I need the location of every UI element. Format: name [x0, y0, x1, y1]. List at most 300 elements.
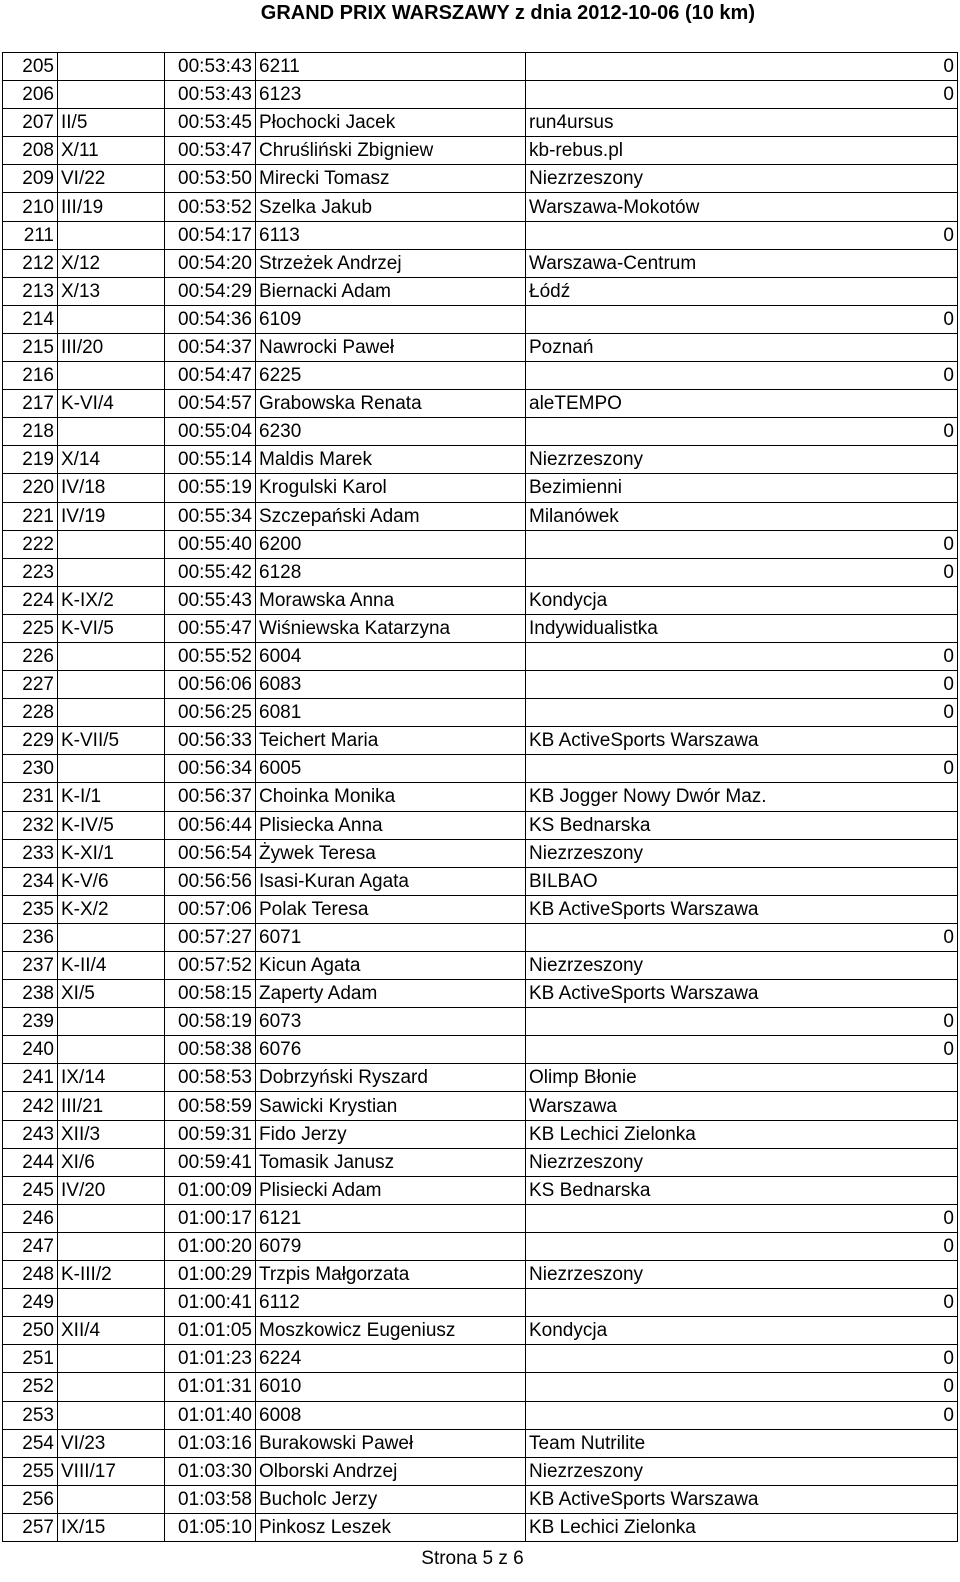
table-row — [3, 474, 958, 502]
table-row — [3, 1064, 958, 1092]
table-row — [3, 446, 958, 474]
time-cell: 00:53:52 — [165, 193, 256, 221]
position-cell: 244 — [3, 1148, 58, 1176]
club-cell: 0 — [526, 558, 958, 586]
position-cell: 243 — [3, 1120, 58, 1148]
table-row — [3, 1261, 958, 1289]
club-cell: Kondycja — [526, 586, 958, 614]
position-cell: 212 — [3, 249, 58, 277]
time-cell: 00:56:34 — [165, 755, 256, 783]
position-cell: 217 — [3, 390, 58, 418]
table-row — [3, 867, 958, 895]
position-cell: 216 — [3, 362, 58, 390]
time-cell: 00:56:56 — [165, 867, 256, 895]
category-cell — [58, 1232, 165, 1260]
club-cell: 0 — [526, 1204, 958, 1232]
position-cell: 225 — [3, 614, 58, 642]
name-cell: Szczepański Adam — [256, 502, 526, 530]
name-cell: Grabowska Renata — [256, 390, 526, 418]
table-row — [3, 923, 958, 951]
name-cell: 6113 — [256, 221, 526, 249]
time-cell: 00:55:04 — [165, 418, 256, 446]
table-row — [3, 811, 958, 839]
table-row — [3, 1008, 958, 1036]
club-cell: KS Bednarska — [526, 811, 958, 839]
time-cell: 01:01:31 — [165, 1373, 256, 1401]
position-cell: 240 — [3, 1036, 58, 1064]
category-cell: X/14 — [58, 446, 165, 474]
table-row — [3, 390, 958, 418]
position-cell: 242 — [3, 1092, 58, 1120]
table-row — [3, 755, 958, 783]
name-cell: Biernacki Adam — [256, 277, 526, 305]
club-cell: Łódź — [526, 277, 958, 305]
position-cell: 249 — [3, 1289, 58, 1317]
position-cell: 241 — [3, 1064, 58, 1092]
name-cell: 6230 — [256, 418, 526, 446]
page-title: GRAND PRIX WARSZAWY z dnia 2012-10-06 (10 km) — [260, 2, 755, 24]
category-cell — [58, 530, 165, 558]
club-cell: 0 — [526, 1289, 958, 1317]
club-cell: 0 — [526, 1036, 958, 1064]
time-cell: 00:54:57 — [165, 390, 256, 418]
position-cell: 236 — [3, 923, 58, 951]
club-cell: 0 — [526, 81, 958, 109]
club-cell: Niezrzeszony — [526, 1457, 958, 1485]
table-row — [3, 1232, 958, 1260]
time-cell: 00:54:20 — [165, 249, 256, 277]
name-cell: Olborski Andrzej — [256, 1457, 526, 1485]
table-row — [3, 586, 958, 614]
time-cell: 00:53:43 — [165, 53, 256, 81]
table-row — [3, 1289, 958, 1317]
name-cell: Pinkosz Leszek — [256, 1513, 526, 1541]
time-cell: 00:56:37 — [165, 783, 256, 811]
table-row — [3, 502, 958, 530]
time-cell: 00:57:27 — [165, 923, 256, 951]
category-cell — [58, 755, 165, 783]
position-cell: 254 — [3, 1429, 58, 1457]
table-row — [3, 699, 958, 727]
table-row — [3, 249, 958, 277]
time-cell: 01:00:09 — [165, 1176, 256, 1204]
club-cell: Niezrzeszony — [526, 839, 958, 867]
name-cell: 6200 — [256, 530, 526, 558]
table-row — [3, 165, 958, 193]
position-cell: 248 — [3, 1261, 58, 1289]
time-cell: 00:55:52 — [165, 642, 256, 670]
position-cell: 221 — [3, 502, 58, 530]
name-cell: Dobrzyński Ryszard — [256, 1064, 526, 1092]
time-cell: 00:55:43 — [165, 586, 256, 614]
table-row — [3, 839, 958, 867]
time-cell: 00:58:59 — [165, 1092, 256, 1120]
time-cell: 00:55:19 — [165, 474, 256, 502]
time-cell: 00:57:52 — [165, 952, 256, 980]
table-row — [3, 81, 958, 109]
table-row — [3, 727, 958, 755]
time-cell: 00:58:38 — [165, 1036, 256, 1064]
position-cell: 215 — [3, 333, 58, 361]
results-body — [3, 53, 958, 1542]
name-cell: 6005 — [256, 755, 526, 783]
time-cell: 00:57:06 — [165, 895, 256, 923]
table-row — [3, 277, 958, 305]
table-row — [3, 193, 958, 221]
page-number: Strona 5 z 6 — [421, 1548, 524, 1569]
position-cell: 247 — [3, 1232, 58, 1260]
time-cell: 00:56:06 — [165, 671, 256, 699]
table-row — [3, 1092, 958, 1120]
category-cell: IV/18 — [58, 474, 165, 502]
time-cell: 00:59:41 — [165, 1148, 256, 1176]
position-cell: 234 — [3, 867, 58, 895]
club-cell: KB Lechici Zielonka — [526, 1120, 958, 1148]
time-cell: 00:56:44 — [165, 811, 256, 839]
position-cell: 222 — [3, 530, 58, 558]
position-cell: 207 — [3, 109, 58, 137]
club-cell: Bezimienni — [526, 474, 958, 502]
club-cell: KB ActiveSports Warszawa — [526, 727, 958, 755]
club-cell: Warszawa-Centrum — [526, 249, 958, 277]
position-cell: 228 — [3, 699, 58, 727]
name-cell: Polak Teresa — [256, 895, 526, 923]
category-cell — [58, 221, 165, 249]
name-cell: 6225 — [256, 362, 526, 390]
name-cell: Maldis Marek — [256, 446, 526, 474]
table-row — [3, 952, 958, 980]
club-cell: Niezrzeszony — [526, 952, 958, 980]
category-cell — [58, 923, 165, 951]
name-cell: Teichert Maria — [256, 727, 526, 755]
club-cell: kb-rebus.pl — [526, 137, 958, 165]
category-cell: X/11 — [58, 137, 165, 165]
category-cell: X/12 — [58, 249, 165, 277]
club-cell: Poznań — [526, 333, 958, 361]
name-cell: Bucholc Jerzy — [256, 1485, 526, 1513]
club-cell: aleTEMPO — [526, 390, 958, 418]
name-cell: Moszkowicz Eugeniusz — [256, 1317, 526, 1345]
time-cell: 01:01:05 — [165, 1317, 256, 1345]
club-cell: 0 — [526, 418, 958, 446]
position-cell: 235 — [3, 895, 58, 923]
position-cell: 230 — [3, 755, 58, 783]
time-cell: 00:54:36 — [165, 305, 256, 333]
time-cell: 00:56:54 — [165, 839, 256, 867]
time-cell: 01:03:30 — [165, 1457, 256, 1485]
time-cell: 01:00:20 — [165, 1232, 256, 1260]
table-row — [3, 109, 958, 137]
name-cell: Sawicki Krystian — [256, 1092, 526, 1120]
table-row — [3, 53, 958, 81]
club-cell: KB ActiveSports Warszawa — [526, 895, 958, 923]
position-cell: 213 — [3, 277, 58, 305]
category-cell — [58, 1008, 165, 1036]
category-cell — [58, 1036, 165, 1064]
time-cell: 00:58:53 — [165, 1064, 256, 1092]
club-cell: 0 — [526, 305, 958, 333]
name-cell: 6121 — [256, 1204, 526, 1232]
position-cell: 219 — [3, 446, 58, 474]
position-cell: 214 — [3, 305, 58, 333]
name-cell: Nawrocki Paweł — [256, 333, 526, 361]
name-cell: Burakowski Paweł — [256, 1429, 526, 1457]
position-cell: 253 — [3, 1401, 58, 1429]
table-row — [3, 1485, 958, 1513]
name-cell: 6076 — [256, 1036, 526, 1064]
position-cell: 231 — [3, 783, 58, 811]
name-cell: Mirecki Tomasz — [256, 165, 526, 193]
club-cell: KB Lechici Zielonka — [526, 1513, 958, 1541]
club-cell: Kondycja — [526, 1317, 958, 1345]
name-cell: 6224 — [256, 1345, 526, 1373]
name-cell: 6071 — [256, 923, 526, 951]
category-cell: K-IV/5 — [58, 811, 165, 839]
table-row — [3, 530, 958, 558]
position-cell: 246 — [3, 1204, 58, 1232]
table-row — [3, 642, 958, 670]
name-cell: Krogulski Karol — [256, 474, 526, 502]
name-cell: Choinka Monika — [256, 783, 526, 811]
position-cell: 229 — [3, 727, 58, 755]
name-cell: 6123 — [256, 81, 526, 109]
club-cell: 0 — [526, 671, 958, 699]
category-cell: IX/14 — [58, 1064, 165, 1092]
club-cell: Niezrzeszony — [526, 446, 958, 474]
club-cell: 0 — [526, 1373, 958, 1401]
position-cell: 238 — [3, 980, 58, 1008]
time-cell: 00:53:50 — [165, 165, 256, 193]
table-row — [3, 1036, 958, 1064]
category-cell — [58, 1345, 165, 1373]
time-cell: 01:05:10 — [165, 1513, 256, 1541]
name-cell: 6112 — [256, 1289, 526, 1317]
category-cell — [58, 418, 165, 446]
position-cell: 227 — [3, 671, 58, 699]
position-cell: 206 — [3, 81, 58, 109]
position-cell: 218 — [3, 418, 58, 446]
table-row — [3, 1457, 958, 1485]
table-row — [3, 362, 958, 390]
table-row — [3, 333, 958, 361]
table-row — [3, 1148, 958, 1176]
position-cell: 237 — [3, 952, 58, 980]
category-cell — [58, 671, 165, 699]
category-cell — [58, 699, 165, 727]
category-cell — [58, 1485, 165, 1513]
results-table — [2, 52, 958, 1542]
club-cell: 0 — [526, 1232, 958, 1260]
category-cell: K-VII/5 — [58, 727, 165, 755]
name-cell: 6083 — [256, 671, 526, 699]
position-cell: 232 — [3, 811, 58, 839]
name-cell: 6079 — [256, 1232, 526, 1260]
name-cell: Trzpis Małgorzata — [256, 1261, 526, 1289]
category-cell — [58, 1204, 165, 1232]
time-cell: 01:00:17 — [165, 1204, 256, 1232]
club-cell: Warszawa — [526, 1092, 958, 1120]
club-cell: 0 — [526, 642, 958, 670]
category-cell — [58, 1401, 165, 1429]
position-cell: 208 — [3, 137, 58, 165]
name-cell: Tomasik Janusz — [256, 1148, 526, 1176]
time-cell: 01:00:41 — [165, 1289, 256, 1317]
name-cell: Płochocki Jacek — [256, 109, 526, 137]
category-cell — [58, 1289, 165, 1317]
club-cell: 0 — [526, 923, 958, 951]
time-cell: 00:59:31 — [165, 1120, 256, 1148]
category-cell — [58, 53, 165, 81]
category-cell: K-VI/5 — [58, 614, 165, 642]
position-cell: 250 — [3, 1317, 58, 1345]
table-row — [3, 980, 958, 1008]
table-row — [3, 1204, 958, 1232]
category-cell: VI/23 — [58, 1429, 165, 1457]
category-cell: IX/15 — [58, 1513, 165, 1541]
table-row — [3, 1401, 958, 1429]
category-cell — [58, 1373, 165, 1401]
club-cell: 0 — [526, 1345, 958, 1373]
club-cell: Niezrzeszony — [526, 165, 958, 193]
name-cell: Isasi-Kuran Agata — [256, 867, 526, 895]
table-row — [3, 1176, 958, 1204]
name-cell: 6211 — [256, 53, 526, 81]
name-cell: Plisiecki Adam — [256, 1176, 526, 1204]
time-cell: 00:56:25 — [165, 699, 256, 727]
position-cell: 205 — [3, 53, 58, 81]
table-row — [3, 305, 958, 333]
position-cell: 256 — [3, 1485, 58, 1513]
time-cell: 00:55:47 — [165, 614, 256, 642]
club-cell: Team Nutrilite — [526, 1429, 958, 1457]
table-row — [3, 1513, 958, 1541]
club-cell: 0 — [526, 530, 958, 558]
club-cell: KS Bednarska — [526, 1176, 958, 1204]
table-row — [3, 614, 958, 642]
time-cell: 00:53:45 — [165, 109, 256, 137]
table-row — [3, 1120, 958, 1148]
name-cell: Plisiecka Anna — [256, 811, 526, 839]
position-cell: 209 — [3, 165, 58, 193]
club-cell: Niezrzeszony — [526, 1148, 958, 1176]
club-cell: Warszawa-Mokotów — [526, 193, 958, 221]
position-cell: 257 — [3, 1513, 58, 1541]
club-cell: 0 — [526, 53, 958, 81]
club-cell: Milanówek — [526, 502, 958, 530]
category-cell — [58, 642, 165, 670]
name-cell: Chruśliński Zbigniew — [256, 137, 526, 165]
category-cell: K-II/4 — [58, 952, 165, 980]
name-cell: Morawska Anna — [256, 586, 526, 614]
position-cell: 211 — [3, 221, 58, 249]
time-cell: 00:54:29 — [165, 277, 256, 305]
club-cell: KB ActiveSports Warszawa — [526, 1485, 958, 1513]
time-cell: 00:56:33 — [165, 727, 256, 755]
table-row — [3, 418, 958, 446]
name-cell: Żywek Teresa — [256, 839, 526, 867]
name-cell: Wiśniewska Katarzyna — [256, 614, 526, 642]
time-cell: 00:53:43 — [165, 81, 256, 109]
position-cell: 245 — [3, 1176, 58, 1204]
category-cell: K-III/2 — [58, 1261, 165, 1289]
name-cell: Kicun Agata — [256, 952, 526, 980]
time-cell: 00:54:17 — [165, 221, 256, 249]
table-row — [3, 895, 958, 923]
time-cell: 01:01:23 — [165, 1345, 256, 1373]
name-cell: 6073 — [256, 1008, 526, 1036]
table-row — [3, 783, 958, 811]
table-row — [3, 671, 958, 699]
position-cell: 226 — [3, 642, 58, 670]
category-cell: K-I/1 — [58, 783, 165, 811]
table-row — [3, 1429, 958, 1457]
time-cell: 00:53:47 — [165, 137, 256, 165]
category-cell: K-IX/2 — [58, 586, 165, 614]
position-cell: 239 — [3, 1008, 58, 1036]
time-cell: 01:03:16 — [165, 1429, 256, 1457]
club-cell: Niezrzeszony — [526, 1261, 958, 1289]
club-cell: 0 — [526, 699, 958, 727]
club-cell: KB ActiveSports Warszawa — [526, 980, 958, 1008]
name-cell: Szelka Jakub — [256, 193, 526, 221]
name-cell: 6010 — [256, 1373, 526, 1401]
category-cell: IV/20 — [58, 1176, 165, 1204]
table-row — [3, 1373, 958, 1401]
position-cell: 251 — [3, 1345, 58, 1373]
name-cell: 6004 — [256, 642, 526, 670]
category-cell: X/13 — [58, 277, 165, 305]
position-cell: 255 — [3, 1457, 58, 1485]
category-cell: XI/5 — [58, 980, 165, 1008]
name-cell: Fido Jerzy — [256, 1120, 526, 1148]
category-cell — [58, 362, 165, 390]
position-cell: 224 — [3, 586, 58, 614]
table-row — [3, 1345, 958, 1373]
category-cell: K-XI/1 — [58, 839, 165, 867]
table-row — [3, 1317, 958, 1345]
category-cell: K-VI/4 — [58, 390, 165, 418]
club-cell: 0 — [526, 221, 958, 249]
category-cell: XII/3 — [58, 1120, 165, 1148]
time-cell: 00:55:34 — [165, 502, 256, 530]
category-cell: VIII/17 — [58, 1457, 165, 1485]
category-cell — [58, 558, 165, 586]
club-cell: KB Jogger Nowy Dwór Maz. — [526, 783, 958, 811]
time-cell: 01:03:58 — [165, 1485, 256, 1513]
category-cell — [58, 81, 165, 109]
position-cell: 210 — [3, 193, 58, 221]
category-cell: XII/4 — [58, 1317, 165, 1345]
time-cell: 00:55:42 — [165, 558, 256, 586]
name-cell: 6081 — [256, 699, 526, 727]
name-cell: Zaperty Adam — [256, 980, 526, 1008]
category-cell: XI/6 — [58, 1148, 165, 1176]
position-cell: 252 — [3, 1373, 58, 1401]
category-cell: K-X/2 — [58, 895, 165, 923]
table-row — [3, 137, 958, 165]
time-cell: 00:58:19 — [165, 1008, 256, 1036]
name-cell: 6008 — [256, 1401, 526, 1429]
position-cell: 220 — [3, 474, 58, 502]
club-cell: Olimp Błonie — [526, 1064, 958, 1092]
category-cell: III/21 — [58, 1092, 165, 1120]
club-cell: 0 — [526, 755, 958, 783]
category-cell: VI/22 — [58, 165, 165, 193]
category-cell: III/20 — [58, 333, 165, 361]
category-cell: II/5 — [58, 109, 165, 137]
club-cell: run4ursus — [526, 109, 958, 137]
time-cell: 00:55:14 — [165, 446, 256, 474]
